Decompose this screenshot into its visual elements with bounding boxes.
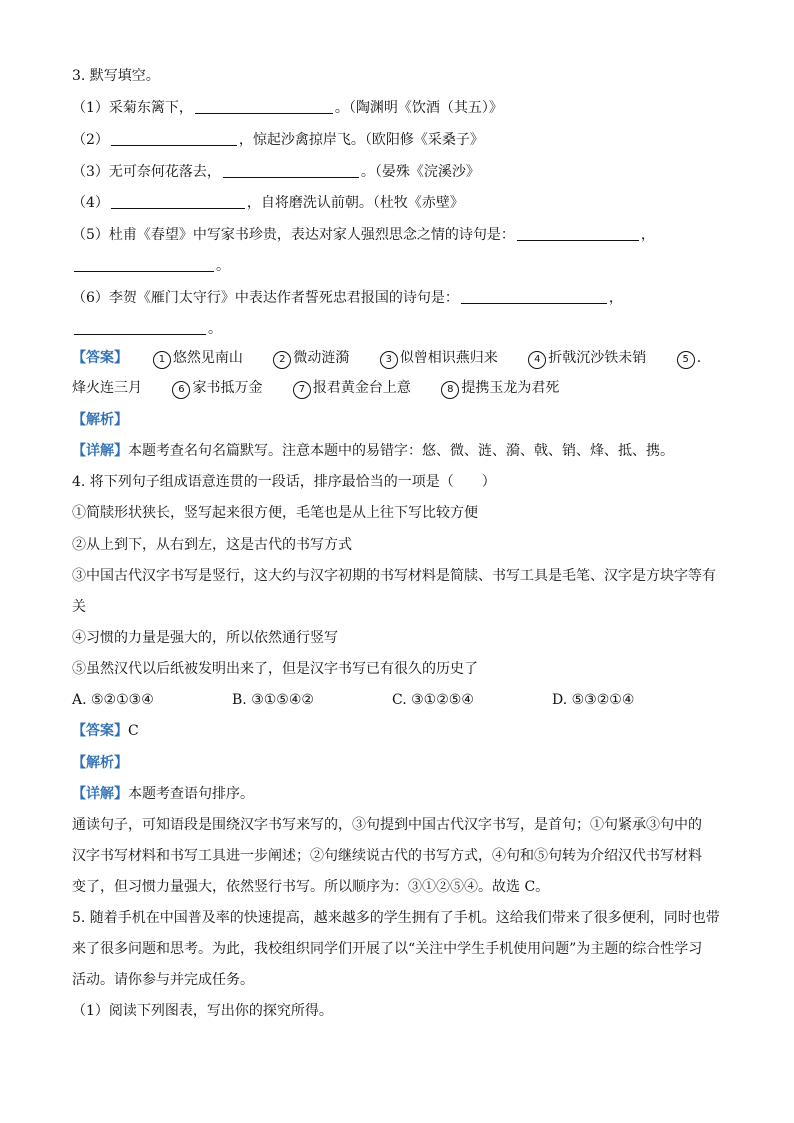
q4-explain-2: 汉字书写材料和书写工具进一步阐述；②句继续说古代的书写方式，④句和⑤句转为介绍汉代书写材料: [72, 848, 702, 864]
q3-item-2-post: ，惊起沙禽掠岸飞。（欧阳修《采桑子》: [238, 132, 484, 148]
q3-item-1-pre: （1）采菊东篱下，: [72, 100, 193, 116]
blank-field[interactable]: [195, 99, 333, 114]
q3-item-6-cont: [72, 319, 222, 339]
q4-title: 4. 将下列句子组成语意连贯的一段话，排序最恰当的一项是（ ）: [72, 474, 496, 490]
q3-item-6: [72, 288, 623, 308]
blank-field[interactable]: [111, 194, 245, 209]
q3-item-4: [72, 193, 464, 213]
detail-tag: 【详解】: [72, 786, 128, 802]
q3-item-1: [72, 98, 503, 118]
answer-text: 折戟沉沙铁未销: [548, 350, 647, 366]
answer-text: 微动涟漪: [293, 350, 350, 366]
q3-item-5-cont: [72, 256, 230, 276]
detail-text: 本题考查语句排序。: [128, 786, 254, 802]
q4-sentence-1: ①简牍形状狭长，竖写起来很方便，毛笔也是从上往下写比较方便: [72, 505, 478, 521]
answer-text: 家书抵万金: [192, 380, 263, 396]
blank-field[interactable]: [517, 226, 639, 241]
circled-number: 5: [677, 351, 695, 369]
q3-answer-row-2: [72, 378, 585, 399]
q3-item-6-pre: （6）李贺《雁门太守行》中表达作者誓死忠君报国的诗句是：: [72, 290, 459, 306]
circled-number: 4: [528, 351, 546, 369]
q3-item-3: [72, 162, 480, 182]
q4-answer: [72, 721, 139, 741]
answer-text: 似曾相识燕归来: [399, 350, 498, 366]
q3-detail: [72, 441, 674, 461]
q4-sentence-5: ⑤虽然汉代以后纸被发明出来了，但是汉字书写已有很久的历史了: [72, 661, 478, 677]
q4-explain-1: 通读句子，可知语段是围绕汉字书写来写的，③句提到中国古代汉字书写，是首句；①句紧承③句中的: [72, 817, 702, 833]
answer-text: 烽火连三月: [72, 380, 142, 396]
circled-number: 3: [380, 351, 398, 369]
q4-sentence-3: ③中国古代汉字书写是竖行，这大约与汉字初期的书写材料是简牍、书写工具是毛笔、汉字是方块字等有: [72, 568, 716, 584]
q3-analysis-tag: [72, 410, 128, 430]
analysis-tag: 【解析】: [72, 412, 128, 428]
q3-item-6-cont-post: 。: [208, 321, 222, 337]
q4-sentence-3-cont: 关: [72, 599, 86, 615]
option-b[interactable]: B. ③①⑤④②: [232, 692, 314, 708]
circled-number: 6: [172, 381, 190, 399]
q3-item-3-pre: （3）无可奈何花落去，: [72, 164, 221, 180]
option-a[interactable]: A. ⑤②①③④: [72, 692, 154, 708]
q3-item-5-post: ，: [640, 227, 655, 243]
q4-sentence-4: ④习惯的力量是强大的，所以依然通行竖写: [72, 630, 338, 646]
q3-item-5-pre: （5）杜甫《春望》中写家书珍贵，表达对家人强烈思念之情的诗句是：: [72, 227, 515, 243]
circled-number: 1: [153, 351, 171, 369]
answer-text: 提携玉龙为君死: [461, 380, 560, 396]
q5-line-1: 5. 随着手机在中国普及率的快速提高，越来越多的学生拥有了手机。这给我们带来了很多便利，同时也带: [72, 910, 720, 926]
q3-item-6-post: ，: [608, 290, 623, 306]
q3-answer-row: [72, 348, 701, 369]
analysis-tag: 【解析】: [72, 755, 128, 771]
detail-tag: 【详解】: [72, 443, 128, 459]
blank-field[interactable]: [223, 163, 359, 178]
q3-item-4-pre: （4）: [72, 195, 109, 211]
q3-item-2-pre: （2）: [72, 132, 109, 148]
answer-text: 悠然见南山: [172, 350, 243, 366]
blank-field[interactable]: [461, 289, 607, 304]
blank-field[interactable]: [74, 257, 214, 272]
q4-sentence-2: ②从上到下，从右到左，这是古代的书写方式: [72, 537, 352, 553]
q4-explain-3: 变了，但习惯力量强大，依然竖行书写。所以顺序为：③①②⑤④。故选 C。: [72, 879, 550, 895]
circled-number: 7: [293, 381, 311, 399]
answer-tag: 【答案】: [72, 723, 128, 739]
q5-line-2: 来了很多问题和思考。为此，我校组织同学们开展了以“关注中学生手机使用问题”为主题的综合性学习: [72, 941, 703, 957]
option-d[interactable]: D. ⑤③②①④: [552, 692, 635, 708]
detail-text: 本题考查名句名篇默写。注意本题中的易错字：悠、微、涟、漪、戟、销、烽、抵、携。: [128, 443, 674, 459]
q4-analysis-tag: [72, 753, 128, 773]
q3-item-5: [72, 225, 655, 245]
answer-tag: 【答案】: [72, 350, 128, 366]
q3-item-4-post: ，自将磨洗认前朝。（杜牧《赤壁》: [246, 195, 464, 211]
q4-detail: [72, 784, 254, 804]
q3-title: 3. 默写填空。: [72, 68, 160, 84]
answer-text: 报君黄金台上意: [312, 380, 411, 396]
circled-number: 8: [441, 381, 459, 399]
blank-field[interactable]: [111, 131, 237, 146]
q3-item-2: [72, 130, 484, 150]
q5-line-4: （1）阅读下列图表，写出你的探究所得。: [72, 1003, 333, 1019]
option-c[interactable]: C. ③①②⑤④: [392, 692, 474, 708]
circled-number: 2: [273, 351, 291, 369]
q3-item-3-post: 。（晏殊《浣溪沙》: [360, 164, 480, 180]
answer-text: C: [128, 723, 139, 739]
q3-item-5-cont-post: 。: [216, 258, 230, 274]
answer-text: .: [696, 350, 702, 366]
q5-line-3: 活动。请你参与并完成任务。: [72, 972, 254, 988]
blank-field[interactable]: [74, 320, 206, 335]
q3-item-1-post: 。（陶渊明《饮酒（其五）》: [334, 100, 503, 116]
q4-options: [72, 690, 634, 710]
